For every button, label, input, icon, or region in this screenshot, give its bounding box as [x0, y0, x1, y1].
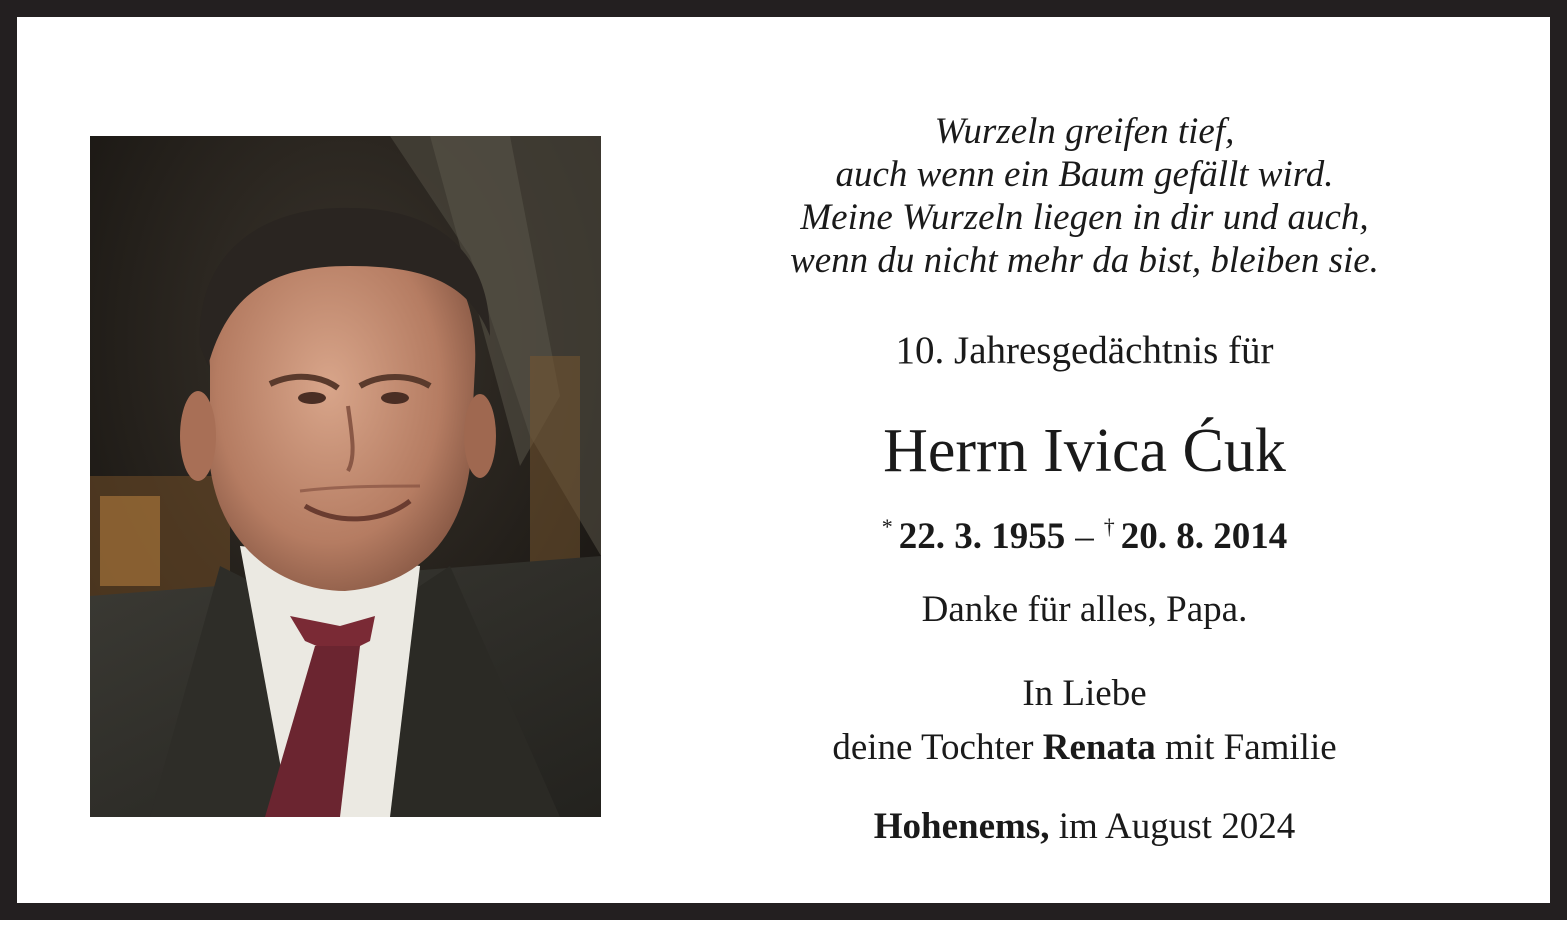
place-date — [717, 803, 1452, 851]
thanks-line: Danke für alles, Papa. — [921, 589, 1248, 630]
signoff-suffix: mit Familie — [1165, 727, 1337, 768]
deceased-name: Herrn Ivica Ćuk — [883, 417, 1286, 485]
signoff — [717, 667, 1452, 775]
verse-line: wenn du nicht mehr da bist, bleiben sie. — [790, 240, 1379, 281]
life-dates — [717, 504, 1452, 560]
portrait-photo — [90, 136, 601, 817]
date-separator: – — [1075, 516, 1094, 557]
signoff-prefix: deine Tochter — [832, 727, 1034, 768]
birth-date: 22. 3. 1955 — [898, 516, 1066, 557]
text-column — [717, 17, 1452, 937]
verse-line: auch wenn ein Baum gefällt wird. — [835, 154, 1334, 195]
memorial-verse — [717, 110, 1452, 282]
verse-line: Wurzeln greifen tief, — [934, 111, 1235, 152]
death-symbol: † — [1103, 514, 1115, 539]
signoff-line: In Liebe — [1022, 673, 1147, 714]
place-city: Hohenems, — [873, 806, 1050, 847]
birth-symbol: * — [881, 514, 893, 539]
signoff-signers — [717, 721, 1452, 775]
signer-name: Renata — [1042, 727, 1156, 768]
anniversary-heading: 10. Jahresgedächtnis für — [895, 329, 1274, 372]
place-month: im August 2024 — [1058, 806, 1296, 847]
portrait-illustration — [90, 136, 601, 817]
verse-line: Meine Wurzeln liegen in dir und auch, — [800, 197, 1369, 238]
death-date: 20. 8. 2014 — [1120, 516, 1288, 557]
